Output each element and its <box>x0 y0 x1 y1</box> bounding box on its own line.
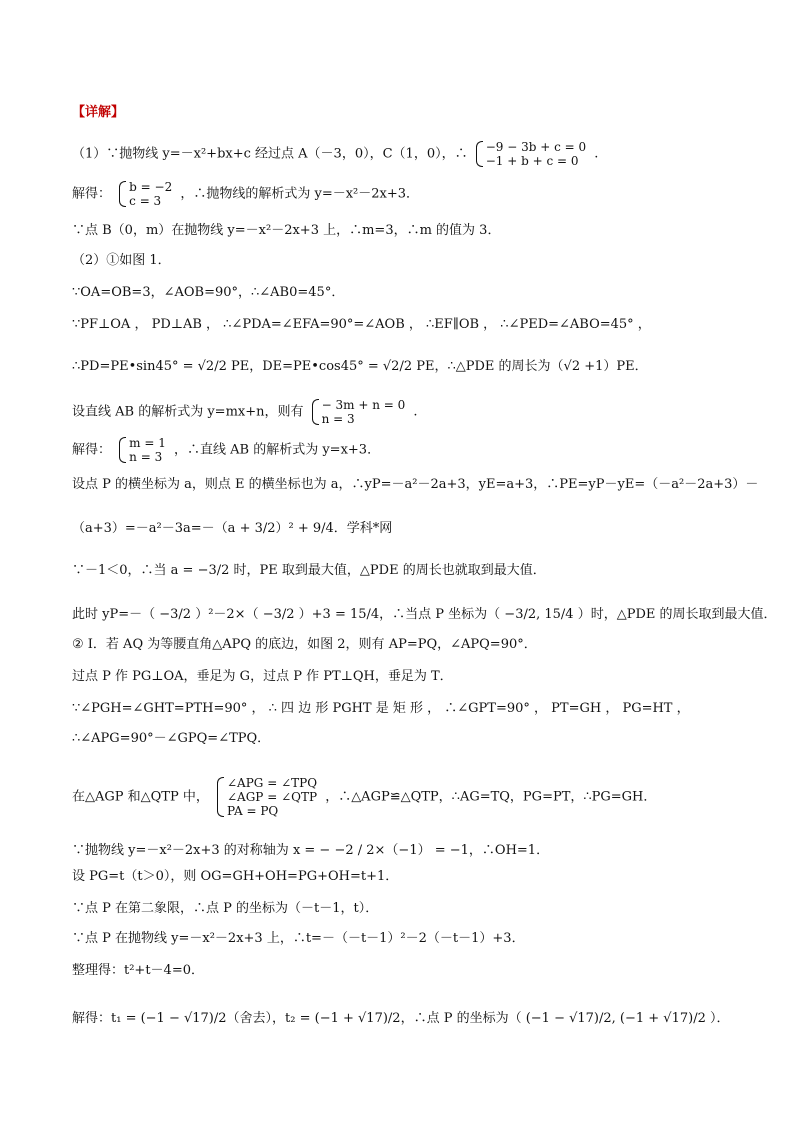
line-22: ∵点 P 在抛物线 y=－x²－2x+3 上，∴t=－（－t－1）²－2（－t－1）+3． <box>72 931 525 946</box>
line-8-tail: . <box>413 404 418 420</box>
line-8 <box>72 398 732 426</box>
line-16: ∵∠PGH=∠GHT=PTH=90° ， ∴ 四 边 形 PGHT 是 矩 形 ， ∴∠GPT=90° ， PT=GH ， PG=HT ， <box>72 701 690 716</box>
equation-system-1 <box>476 140 586 168</box>
line-18-tail: ，∴△AGP≌△QTP，∴AG=TQ，PG=PT，∴PG=GH． <box>325 789 657 805</box>
line-7: ∴PD=PE•sin45° = √2/2 PE，DE=PE•cos45° = √2/2 PE，∴△PDE 的周长为（√2 +1）PE． <box>72 359 648 374</box>
line-19: ∵抛物线 y=－x²－2x+3 的对称轴为 x = − −2 / 2×（−1） = −1，∴OH=1． <box>72 843 550 858</box>
line-18 <box>72 776 732 818</box>
system-5-row-1: ∠APG = ∠TPQ <box>227 776 318 790</box>
line-10: 设点 P 的横坐标为 a，则点 E 的横坐标也为 a，∴yP=－a²－2a+3，yE=a+3，∴PE=yP－yE=（－a²－2a+3）－ <box>72 477 759 492</box>
system-2-row-2: c = 3 <box>129 194 162 208</box>
line-3: ∵点 B（0，m）在抛物线 y=－x²－2x+3 上，∴m=3，∴m 的值为 3． <box>72 223 501 238</box>
line-8-text: 设直线 AB 的解析式为 y=mx+n，则有 <box>72 404 304 420</box>
equation-system-2 <box>119 180 172 208</box>
line-2-tail: ，∴抛物线的解析式为 y=－x²－2x+3． <box>180 186 420 202</box>
equation-system-3 <box>312 398 406 426</box>
line-15: 过点 P 作 PG⊥OA，垂足为 G，过点 P 作 PT⊥QH，垂足为 T． <box>72 669 453 684</box>
system-4-row-1: m = 1 <box>129 436 166 450</box>
line-2 <box>72 180 732 208</box>
line-17: ∴∠APG=90°－∠GPQ=∠TPQ． <box>72 731 271 746</box>
system-2-row-1: b = −2 <box>129 180 173 194</box>
line-2-text: 解得： <box>72 186 112 202</box>
system-1-row-1: −9 − 3b + c = 0 <box>485 140 587 154</box>
line-13: 此时 yP=－（ −3/2 ）²－2×（ −3/2 ）+3 = 15/4，∴当点 P 坐标为（ −3/2, 15/4 ）时，△PDE 的周长取到最大值． <box>72 607 777 622</box>
equation-system-5 <box>217 776 317 818</box>
line-11: （a+3）=－a²－3a=－（a + 3/2）² + 9/4．学科*网 <box>72 521 393 536</box>
line-6: ∵PF⊥OA ， PD⊥AB ， ∴∠PDA=∠EFA=90°=∠AOB ， ∴EF∥OB ， ∴∠PED=∠ABO=45° ， <box>72 317 651 332</box>
system-3-row-2: n = 3 <box>321 412 355 426</box>
line-9-text: 解得： <box>72 442 112 458</box>
line-12: ∵－1＜0，∴当 a = −3/2 时，PE 取到最大值，△PDE 的周长也就取到最大值． <box>72 563 546 578</box>
line-24: 解得：t₁ = (−1 − √17)/2（舍去），t₂ = (−1 + √17)/2，∴点 P 的坐标为（ (−1 − √17)/2, (−1 + √17)/2 ）． <box>72 1011 730 1026</box>
line-20: 设 PG=t（t＞0），则 OG=GH+OH=PG+OH=t+1． <box>72 869 399 884</box>
line-18-text: 在△AGP 和△QTP 中， <box>72 789 209 805</box>
line-1-tail: . <box>594 146 599 162</box>
system-1-row-2: −1 + b + c = 0 <box>485 154 579 168</box>
line-1 <box>72 140 732 168</box>
line-14: ② I．若 AQ 为等腰直角△APQ 的底边，如图 2，则有 AP=PQ，∠APQ=90°． <box>72 637 537 652</box>
system-3-row-1: − 3m + n = 0 <box>321 398 406 412</box>
system-4-row-2: n = 3 <box>129 450 163 464</box>
system-5-row-3: PA = PQ <box>227 804 279 818</box>
system-5-row-2: ∠AGP = ∠QTP <box>227 790 318 804</box>
line-9 <box>72 436 732 464</box>
line-5: ∵OA=OB=3，∠AOB=90°，∴∠AB0=45°． <box>72 285 345 300</box>
line-4: （2）①如图 1． <box>72 253 171 268</box>
equation-system-4 <box>119 436 166 464</box>
line-23: 整理得：t²+t－4=0． <box>72 963 204 978</box>
line-1-text: （1）∵抛物线 y=－x²+bx+c 经过点 A（－3，0），C（1，0），∴ <box>72 146 468 162</box>
line-21: ∵点 P 在第二象限，∴点 P 的坐标为（－t－1，t）． <box>72 901 379 916</box>
line-9-tail: ，∴直线 AB 的解析式为 y=x+3． <box>174 442 381 458</box>
section-tag: 【详解】 <box>72 105 125 120</box>
